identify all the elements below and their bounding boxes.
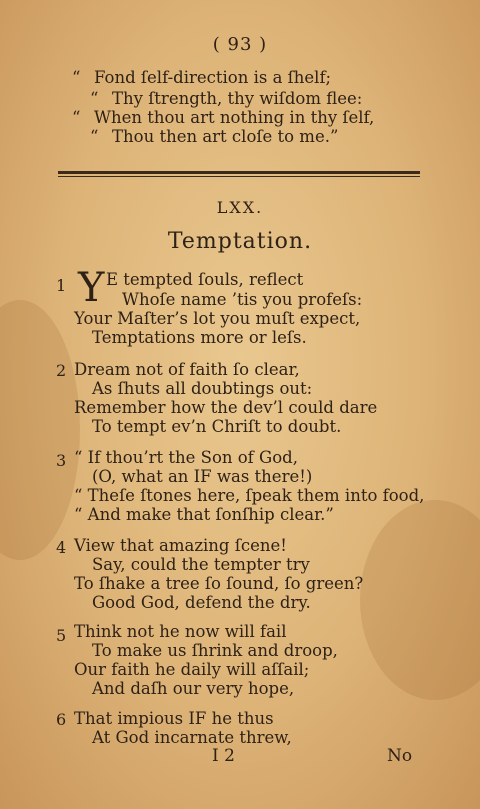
divider-rule — [58, 176, 420, 177]
drop-cap: Y — [78, 265, 105, 311]
verse-line: E tempted ſouls, reflect — [106, 270, 304, 289]
verse-number: 2 — [56, 361, 67, 380]
verse-line: To make us ſhrink and droop, — [92, 641, 338, 660]
verse-number: 3 — [56, 451, 67, 470]
verse-line: Our faith he daily will aſſail; — [74, 660, 310, 679]
verse-line: Your Maſter’s lot you muſt expect, — [74, 309, 361, 328]
verse-line: View that amazing ſcene! — [74, 536, 287, 555]
top-line: “ When thou art nothing in thy ſelf, — [72, 108, 375, 127]
stain — [0, 300, 80, 560]
verse-line: And daſh our very hope, — [92, 679, 295, 698]
verse-line: Say, could the tempter try — [92, 555, 310, 574]
verse-line: That impious IF he thus — [74, 709, 274, 728]
stain — [360, 500, 480, 700]
verse-line: “ If thou’rt the Son of God, — [74, 448, 298, 467]
top-line: “ Thou then art cloſe to me.” — [90, 127, 339, 146]
verse-line: Temptations more or leſs. — [92, 328, 307, 347]
verse-line: Whoſe name ’tis you profeſs: — [122, 290, 363, 309]
top-line: “ Thy ſtrength, thy wiſdom flee: — [90, 89, 363, 108]
verse-line: Remember how the dev’l could dare — [74, 398, 378, 417]
verse-line: “ And make that ſonſhip clear.” — [74, 505, 334, 524]
verse-line: Think not he now will fail — [74, 622, 287, 641]
verse-line: (O, what an IF was there!) — [92, 467, 313, 486]
catchword: No — [387, 746, 413, 766]
top-line: “ Fond ſelf-direction is a ſhelf; — [72, 68, 332, 87]
verse-number: 6 — [56, 710, 67, 729]
verse-number: 1 — [56, 276, 67, 295]
verse-line: “ Theſe ſtones here, ſpeak them into food, — [74, 486, 425, 505]
divider-rule — [58, 171, 420, 174]
verse-line: Dream not of faith ſo clear, — [74, 360, 300, 379]
verse-line: As ſhuts all doubtings out: — [92, 379, 313, 398]
verse-line: At God incarnate threw, — [92, 728, 292, 747]
hymn-title: Temptation. — [167, 229, 313, 254]
verse-number: 4 — [56, 538, 67, 557]
verse-line: To tempt ev’n Chriſt to doubt. — [92, 417, 342, 436]
verse-line: Good God, defend the dry. — [92, 593, 311, 612]
signature-mark: I 2 — [212, 746, 235, 766]
hymn-number: LXX. — [216, 198, 264, 217]
verse-line: To ſhake a tree ſo ſound, ſo green? — [74, 574, 364, 593]
page-number: ( 93 ) — [212, 34, 268, 55]
verse-number: 5 — [56, 626, 67, 645]
